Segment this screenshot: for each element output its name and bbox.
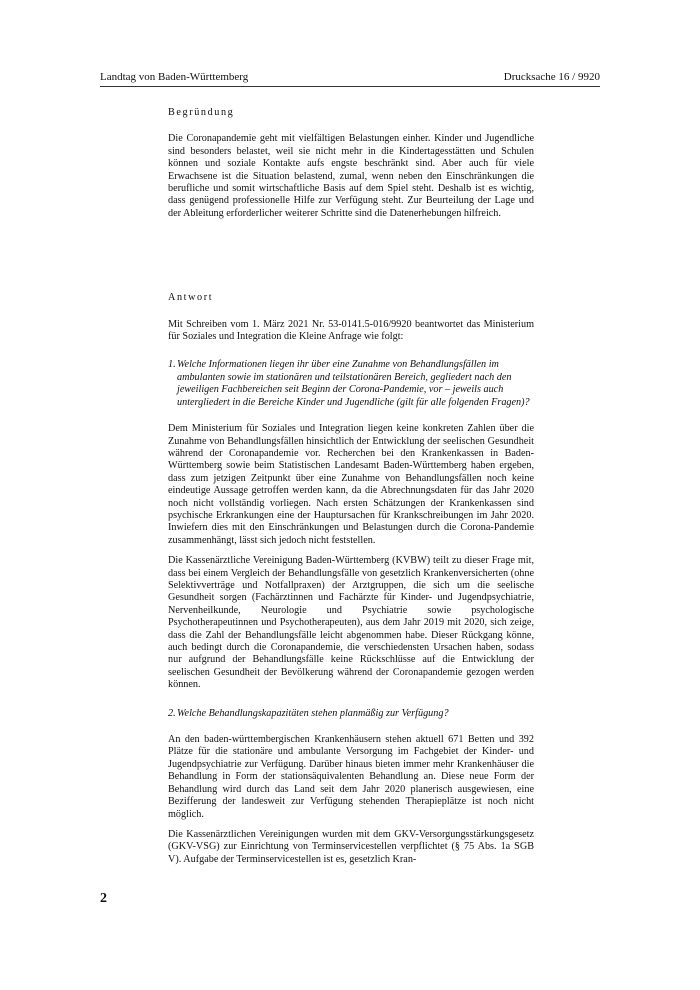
page-header: [100, 71, 600, 87]
question-1-text: Welche Informationen liegen ihr über eine Zunahme von Behandlungsfällen im ambulanten sowie im stationären und teilstationären Bereich, gegliedert nach den jeweiligen Fachbereichen seit Beginn der Corona-Pandemie, vor – jeweils auch untergliedert in die Bereiche Kinder und Jugendliche (gilt für alle folgenden Fragen)?: [177, 359, 530, 408]
section-spacer: [168, 228, 534, 292]
answer-1-paragraph-2: Die Kassenärztliche Vereinigung Baden-Württemberg (KVBW) teilt zu dieser Frage mit, dass bei einem Vergleich der Behandlungsfälle von gesetzlich Krankenversicherten (ohne Selektivverträge und Notfallpraxen) der Arztgruppen, die sich um die seelische Gesundheit sorgen (Fachärztinnen und Fachärzte für Kinder- und Jugendpsychiatrie, Nervenheilkunde, Neurologie und Psychiatrie sowie psychologische Psychotherapeutinnen und Psychotherapeuten), aus dem Jahr 2019 mit 2020, sich zeige, dass die Zahl der Behandlungsfälle leicht abgenommen habe. Dieser Rückgang könne, auch bedingt durch die Coronapandemie, die verschiedensten Ursachen haben, sodass nur aufgrund der Behandlungsfälle keine Rückschlüsse auf die Entwicklung der seelischen Gesundheit der Bevölkerung während der Coronapandemie gezogen werden können.: [168, 555, 534, 691]
antwort-intro: Mit Schreiben vom 1. März 2021 Nr. 53-0141.5-016/9920 beantwortet das Ministerium für Soziales und Integration die Kleine Anfrage wie folgt:: [168, 318, 534, 343]
question-2: [168, 708, 534, 720]
answer-1-paragraph-1: Dem Ministerium für Soziales und Integration liegen keine konkreten Zahlen über die Zunahme von Behandlungsfällen hinsichtlich der Entwicklung der seelischen Gesundheit während der Coronapandemie vor. Recherchen bei den Krankenkassen in Baden-Württemberg sowie beim Statistischen Landesamt Baden-Württemberg haben ergeben, dass zum jetzigen Zeitpunkt über eine Zunahme von Behandlungsfällen noch keine eindeutige Aussage getroffen werden kann, da die Abrechnungsdaten für das Jahr 2020 noch nicht vollständig vorliegen. Nach ersten Schätzungen der Krankenkassen sind psychische Erkrankungen eine der Hauptursachen für Krankschreibungen im Jahr 2020. Inwiefern dies mit den Einschränkungen und Belastungen durch die Corona-Pandemie zusammenhängt, lässt sich jedoch nicht feststellen.: [168, 423, 534, 546]
question-1: [168, 359, 534, 409]
page-number: 2: [100, 891, 107, 906]
header-parliament: Landtag von Baden-Württemberg: [100, 71, 249, 83]
question-2-text: Welche Behandlungskapazitäten stehen planmäßig zur Verfügung?: [177, 707, 449, 719]
begruendung-heading: Begründung: [168, 107, 235, 118]
begruendung-text: Die Coronapandemie geht mit vielfältigen Belastungen einher. Kinder und Jugendliche sind besonders belastet, weil sie nicht mehr in die Kindertagesstätten und Schulen können und soziale Kontakte aufs engste beschränkt sind. Aber auch für viele Erwachsene ist die Situation belastend, zumal, wenn neben den Einschränkungen die berufliche und somit wirtschaftliche Basis auf dem Spiel steht. Deshalb ist es wichtig, dass genügend professionelle Hilfe zur Verfügung steht. Zur Beurteilung der Lage und der Ableitung erforderlicher weiterer Schritte sind die Datenerhebungen hilfreich.: [168, 133, 534, 219]
question-2-number: 2.: [168, 707, 176, 719]
document-body: [168, 107, 534, 874]
header-document-number: Drucksache 16 / 9920: [503, 71, 600, 83]
question-1-number: 1.: [168, 359, 176, 371]
answer-2-paragraph-1: An den baden-württembergischen Krankenhäusern stehen aktuell 671 Betten und 392 Plätze für die stationäre und ambulante Versorgung im Fachgebiet der Kinder- und Jugendpsychiatrie zur Verfügung. Darüber hinaus bieten immer mehr Krankenhäuser die Behandlung in Form der stationsäquivalenten Behandlung an. Diese neue Form der Behandlung wird durch das Land seit dem Jahr 2020 planerisch ausgewiesen, eine Bezifferung der landesweit zur Verfügung stehenden Therapieplätze ist noch nicht möglich.: [168, 734, 534, 820]
antwort-heading: Antwort: [168, 292, 214, 304]
answer-2-paragraph-2: Die Kassenärztlichen Vereinigungen wurden mit dem GKV-Versorgungsstärkungsgesetz (GKV-VSG) zur Einrichtung von Terminservicestellen verpflichtet (§ 75 Abs. 1a SGB V). Aufgabe der Terminservicestellen ist es, gesetzlich Kran-: [168, 828, 534, 865]
